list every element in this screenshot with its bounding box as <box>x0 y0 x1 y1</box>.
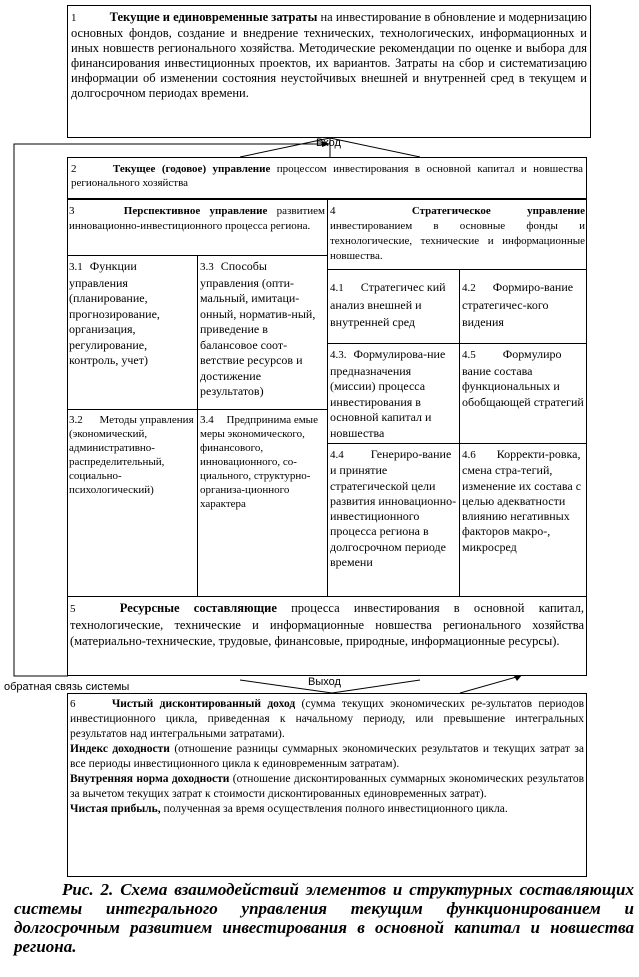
box2-number: 2 <box>71 163 77 175</box>
box3-2-number: 3.2 <box>69 414 83 426</box>
box6-p3-title: Внутренняя норма доходности <box>70 773 230 785</box>
box2-text: процессом инвестирования в основной капитал и новшества регионального хозяйства <box>71 163 584 189</box>
box-measures-taken <box>197 409 328 597</box>
box6-p4-text: полученная за время осуществления полного инвестиционного цикла. <box>160 803 508 815</box>
box-strategy-composition <box>459 343 587 444</box>
box4-2-number: 4.2 <box>462 282 476 294</box>
box-strategic-vision <box>459 269 587 344</box>
box6-number: 6 <box>70 698 76 710</box>
box3-1-text: Функции управления (планирование, прогнозирование, организация, регулирование, контроль, учет) <box>69 259 160 367</box>
caption-text: Рис. 2. Схема взаимодействий элементов и структурных составляющих системы интегрального управления текущим функционированием и долгосрочным развитием инвестирования в основной капитал и новшества региона. <box>14 880 634 956</box>
box4-3-text: Формулирова-ние предназначения (миссии) процесса инвестирования в основной капитал и новшества <box>330 347 446 440</box>
box-strategic-analysis <box>327 269 460 344</box>
box3-3-text: Способы управления (опти-мальный, имитаци-онный, норматив-ный, приведение в балансовое соот-ветствие ресурсов и достижение результатов) <box>200 259 316 398</box>
output-label: Выход <box>308 676 341 688</box>
box6-p3-text: (отношение дисконтированных суммарных экономических результатов за вычетом текущих затрат к стоимости дисконтированных единовременных затрат). <box>70 773 585 800</box>
box2-title: Текущее (годовое) управление <box>112 163 271 175</box>
box1-title: Текущие и единовременные затраты <box>109 10 318 24</box>
figure-caption <box>14 880 634 956</box>
box6-p4-title: Чистая прибыль, <box>70 803 161 815</box>
box4-5-number: 4.5 <box>462 349 476 361</box>
box3-2-text: Методы управления (экономический, административно-распределительный, социально-психологический) <box>69 414 194 496</box>
box4-title: Стратегическое управление <box>411 205 585 217</box>
box4-4-text: Генериро-вание и принятие стратегической цели развития инновационно-инвестиционного процесса региона в долгосрочном периоде времени <box>330 447 457 570</box>
box3-4-number: 3.4 <box>200 414 214 426</box>
box-current-management <box>67 157 587 199</box>
box3-title: Перспективное управление <box>123 205 268 217</box>
box4-5-text: Формулиро вание состава функциональных и обобщающей стратегий <box>462 347 584 409</box>
box-performance-indicators <box>67 693 587 877</box>
box3-number: 3 <box>69 205 75 217</box>
box4-1-number: 4.1 <box>330 282 344 294</box>
box6-p2-title: Индекс доходности <box>70 743 170 755</box>
right-arrow <box>460 676 520 693</box>
box1-text: на инвестирование в обновление и модернизацию основных фондов, создание и внедрение технических, технологических, информационных и иных новшеств регионального хозяйства. Методические рекомендации по оценке и выбора для финансирования инвестиционных проектов, их вариантов. Затраты на сбор и систематизацию информации об изменении состояния неустойчивых внешней и внутренней сред в текущем и долгосрочном периодах времени. <box>71 10 587 100</box>
box-strategic-goal <box>327 443 460 597</box>
box-mission-formulation <box>327 343 460 444</box>
box1-number: 1 <box>71 12 77 24</box>
box5-title: Ресурсные составляющие <box>119 601 277 615</box>
box3-3-number: 3.3 <box>200 261 214 273</box>
box3-text: развитием инновационно-инвестиционного процесса региона. <box>69 205 325 232</box>
box6-p1-text: (сумма текущих экономических ре-зультатов периодов инвестиционного цикла, приведенная к начальному периоду, или превышение интегральных результатов над интегральными затратами). <box>70 698 584 740</box>
box4-4-number: 4.4 <box>330 449 344 461</box>
box6-p1-title: Чистый дисконтированный доход <box>111 698 296 710</box>
box-management-methods <box>67 409 198 597</box>
box4-6-number: 4.6 <box>462 449 476 461</box>
input-arrow-right <box>330 138 420 157</box>
box-management-functions <box>67 255 198 410</box>
box4-6-text: Корректи-ровка, смена стра-тегий, изменение их состава с целью адекватности влиянию негативных факторов макро-, микросред <box>462 447 582 554</box>
box-strategy-correction <box>459 443 587 597</box>
box-management-ways <box>197 255 328 410</box>
box4-number: 4 <box>330 205 336 217</box>
box4-1-text: Стратегичес кий анализ внешней и внутренней сред <box>330 280 446 329</box>
box-current-costs <box>67 5 591 138</box>
feedback-label: обратная связь системы <box>4 681 130 693</box>
box5-number: 5 <box>70 603 76 615</box>
box4-2-text: Формиро-вание стратегичес-кого видения <box>462 280 574 329</box>
box3-4-text: Предпринима емые меры экономического, финансового, инновационного, со-циального, структурно-организа-ционного характера <box>200 414 318 510</box>
box4-text: инвестированием в основные фонды и технологические, технические и информационные новшества. <box>330 220 585 262</box>
box-perspective-management <box>67 199 328 256</box>
box6-p2-text: (отношение разницы суммарных экономических результатов и текущих затрат за все периоды инвестиционного цикла к единовременным затратам). <box>70 743 584 770</box>
output-arrow-right <box>332 680 420 693</box>
box-strategic-management <box>327 199 587 270</box>
box-resource-components <box>67 596 587 676</box>
input-label: Вход <box>316 137 341 149</box>
box4-3-number: 4.3. <box>330 349 347 361</box>
box5-text: процесса инвестирования в основной капитал, технологические, технические и информационные новшества регионального хозяйства (материально-технические, трудовые, финансовые, природные, информационные ресурсы). <box>70 601 585 648</box>
box3-1-number: 3.1 <box>69 261 83 273</box>
